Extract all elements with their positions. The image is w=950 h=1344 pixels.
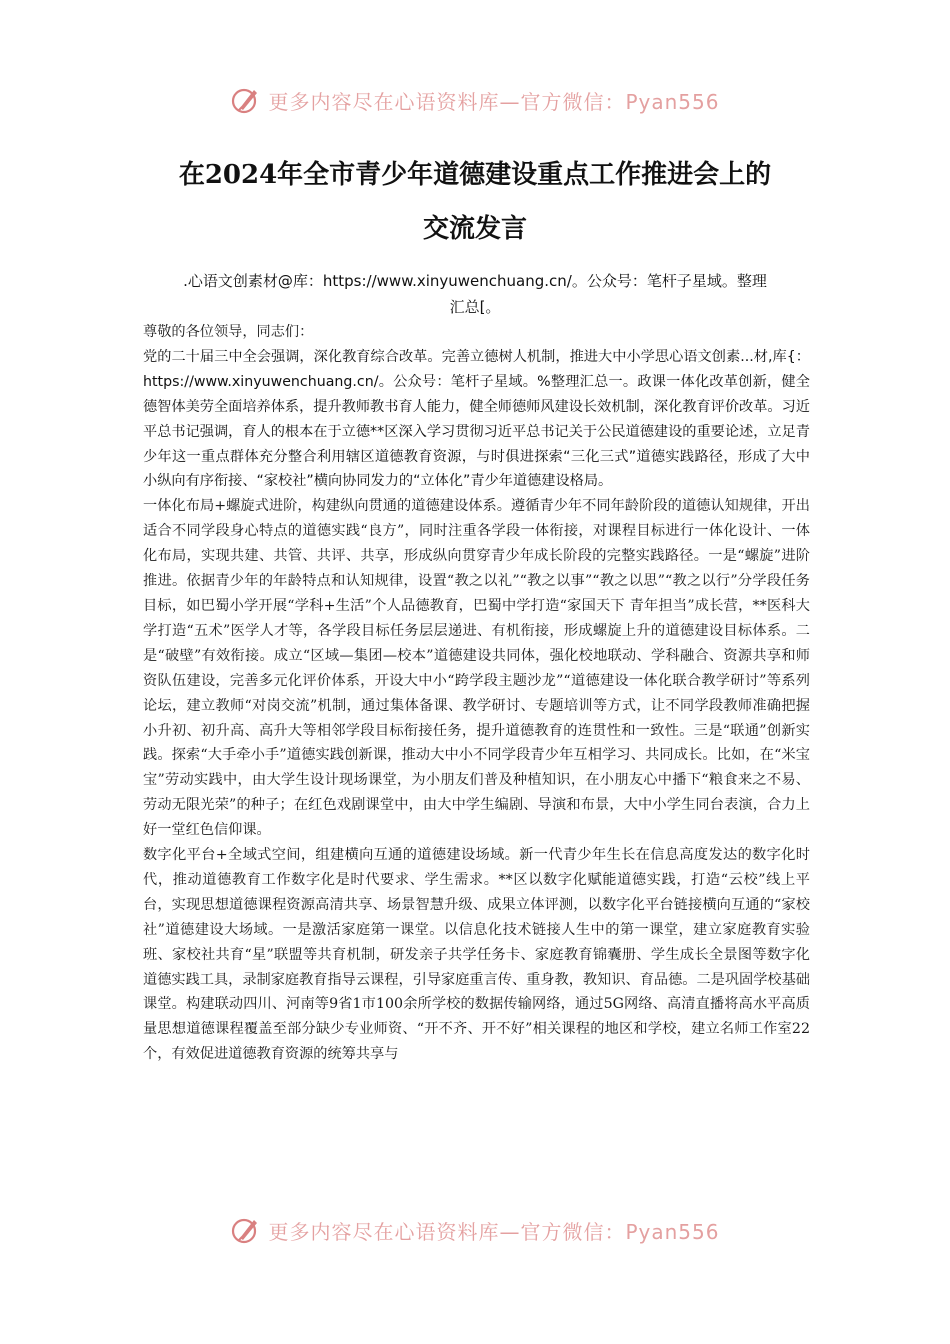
section-2-paragraph: 数字化平台+全域式空间，组建横向互通的道德建设场域。新一代青少年生长在信息高度发达的数字化时代，推动道德教育工作数字化是时代要求、学生需求。**区以数字化赋能道德实践，打造“云校”线上平台，实现思想道德课程资源高清共享、场景智慧升级、成果立体评测，以数字化平台链接横向互通的“家校社”道德建设大场域。一是激活家庭第一课堂。以信息化技术链接人生中的第一课堂，建立家庭教育实验班、家校社共育“星”联盟等共育机制，研发亲子共学任务卡、家庭教育锦囊册、学生成长全景图等数字化道德实践工具，录制家庭教育指导云课程，引导家庭重言传、重身教，教知识、育品德。二是巩固学校基础课堂。构建联动四川、河南等9省1市100余所学校的数据传输网络，通过5G网络、高清直播将高水平高质量思想道德课程覆盖至部分缺少专业师资、“开不齐、开不好”相关课程的地区和学校，建立名师工作室22个，有效促进道德教育资源的统筹共享与 <box>143 847 810 1063</box>
intro-paragraph: 党的二十届三中全会强调，深化教育综合改革。完善立德树人机制，推进大中小学思心语文创素...材,库{：https://www.xinyuwenchuang.cn/。公众号：笔杆子星域。%整理汇总一。政课一体化改革创新，健全德智体美劳全面培养体系，提升教师教书育人能力，健全师德师风建设长效机制，深化教育评价改革。习近平总书记强调，育人的根本在于立德**区深入学习贯彻习近平总书记关于公民道德建设的重要论述，立足青少年这一重点群体充分整合利用辖区道德教育资源，与时俱进探索“三化三式”道德实践路径，形成了大中小纵向有序衔接、“家校社”横向协同发力的“立体化”青少年道德建设格局。 <box>143 348 810 490</box>
document-title <box>100 148 850 256</box>
document-body <box>143 320 810 1067</box>
source-line-2: 汇总[。 <box>449 298 501 316</box>
source-line-1: .心语文创素材@库：https://www.xinyuwenchuang.cn/。公众号：笔杆子星域。整理 <box>183 272 767 290</box>
quill-pen-logo-icon <box>230 84 262 116</box>
watermark-banner-bottom <box>0 1210 950 1250</box>
title-line-2: 交流发言 <box>422 214 527 244</box>
title-line-1: 在2024年全市青少年道德建设重点工作推进会上的 <box>178 160 772 190</box>
source-attribution <box>140 268 810 320</box>
watermark-text: 更多内容尽在心语资料库—官方微信：Pyan556 <box>268 89 720 114</box>
section-1-paragraph: 一体化布局+螺旋式进阶，构建纵向贯通的道德建设体系。遵循青少年不同年龄阶段的道德认知规律，开出适合不同学段身心特点的道德实践“良方”，同时注重各学段一体衔接，对课程目标进行一体化设计、一体化布局，实现共建、共管、共评、共享，形成纵向贯穿青少年成长阶段的完整实践路径。一是“螺旋”进阶推进。依据青少年的年龄特点和认知规律，设置“教之以礼”“教之以事”“教之以思”“教之以行”分学段任务目标，如巴蜀小学开展“学科+生活”个人品德教育，巴蜀中学打造“家国天下 青年担当”成长营，**医科大学打造“五术”医学人才等，各学段目标任务层层递进、有机衔接，形成螺旋上升的道德建设目标体系。二是“破壁”有效衔接。成立“区域—集团—校本”道德建设共同体，强化校地联动、学科融合、资源共享和师资队伍建设，完善多元化评价体系，开设大中小“跨学段主题沙龙”“道德建设一体化联合教学研讨”等系列论坛，建立教师“对岗交流”机制，通过集体备课、教学研讨、专题培训等方式，让不同学段教师准确把握小升初、初升高、高升大等相邻学段目标衔接任务，提升道德教育的连贯性和一致性。三是“联通”创新实践。探索“大手牵小手”道德实践创新课，推动大中小不同学段青少年互相学习、共同成长。比如，在“米宝宝”劳动实践中，由大学生设计现场课堂，为小朋友们普及种植知识，在小朋友心中播下“粮食来之不易、劳动无限光荣”的种子；在红色戏剧课堂中，由大中学生编剧、导演和布景，大中小学生同台表演，合力上好一堂红色信仰课。 <box>143 498 810 839</box>
watermark-text: 更多内容尽在心语资料库—官方微信：Pyan556 <box>268 1219 720 1244</box>
watermark-banner-top <box>0 80 950 120</box>
salutation: 尊敬的各位领导，同志们： <box>143 324 314 340</box>
quill-pen-logo-icon <box>230 1214 262 1246</box>
